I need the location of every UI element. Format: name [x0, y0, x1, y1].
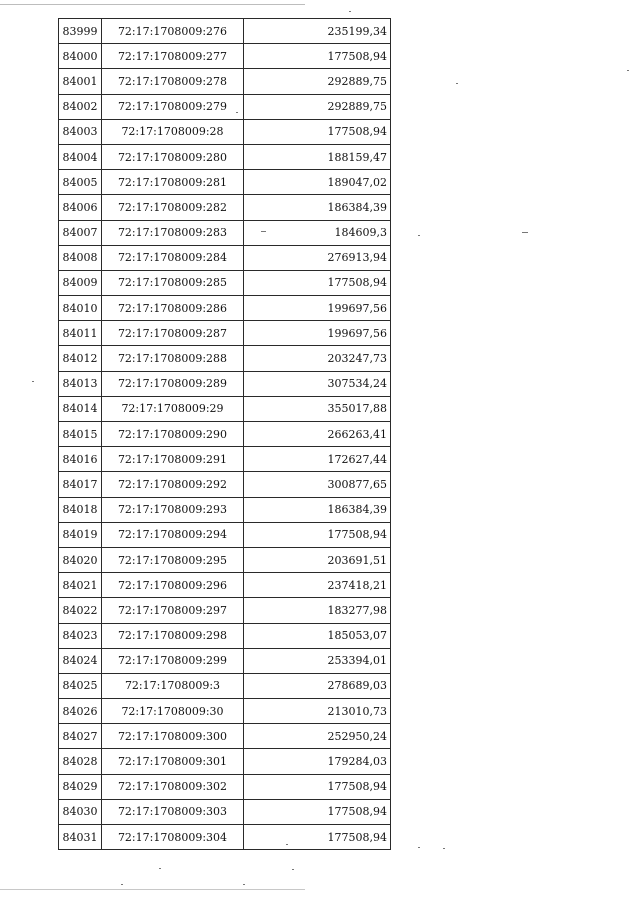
table-row — [59, 724, 391, 749]
row-number-cell: 84018 — [59, 497, 102, 522]
cadastral-number-cell: 72:17:1708009:293 — [102, 497, 244, 522]
table-row — [59, 673, 391, 698]
row-number-cell: 84005 — [59, 170, 102, 195]
row-number-cell: 84012 — [59, 346, 102, 371]
row-number-cell: 84009 — [59, 270, 102, 295]
cadastral-number-cell: 72:17:1708009:280 — [102, 144, 244, 169]
table-row — [59, 749, 391, 774]
cadastral-number-cell: 72:17:1708009:278 — [102, 69, 244, 94]
table-row — [59, 447, 391, 472]
value-cell: 203691,51 — [244, 547, 391, 572]
value-cell: 177508,94 — [244, 825, 391, 850]
value-cell: 183277,98 — [244, 598, 391, 623]
row-number-cell: 84016 — [59, 447, 102, 472]
scan-speck — [627, 70, 629, 71]
table-row — [59, 497, 391, 522]
data-table — [58, 18, 391, 850]
cadastral-number-cell: 72:17:1708009:282 — [102, 195, 244, 220]
value-cell: 177508,94 — [244, 522, 391, 547]
table-row — [59, 825, 391, 850]
row-number-cell: 84028 — [59, 749, 102, 774]
cadastral-number-cell: 72:17:1708009:302 — [102, 774, 244, 799]
row-number-cell: 83999 — [59, 19, 102, 44]
table-row — [59, 371, 391, 396]
cadastral-number-cell: 72:17:1708009:279 — [102, 94, 244, 119]
row-number-cell: 84002 — [59, 94, 102, 119]
scan-top-edge — [0, 4, 305, 5]
value-cell: 172627,44 — [244, 447, 391, 472]
scan-speck — [418, 847, 420, 848]
value-cell: 213010,73 — [244, 699, 391, 724]
table-row — [59, 119, 391, 144]
cadastral-number-cell: 72:17:1708009:303 — [102, 799, 244, 824]
scan-speck — [243, 884, 245, 885]
cadastral-number-cell: 72:17:1708009:28 — [102, 119, 244, 144]
row-number-cell: 84020 — [59, 547, 102, 572]
cadastral-number-cell: 72:17:1708009:283 — [102, 220, 244, 245]
table-row — [59, 598, 391, 623]
cadastral-number-cell: 72:17:1708009:300 — [102, 724, 244, 749]
cadastral-number-cell: 72:17:1708009:3 — [102, 673, 244, 698]
scan-speck — [121, 884, 123, 885]
value-cell: 266263,41 — [244, 422, 391, 447]
table-body — [59, 19, 391, 850]
value-cell: 307534,24 — [244, 371, 391, 396]
scan-speck — [286, 844, 288, 845]
value-cell: 253394,01 — [244, 648, 391, 673]
row-number-cell: 84025 — [59, 673, 102, 698]
row-number-cell: 84027 — [59, 724, 102, 749]
row-number-cell: 84000 — [59, 44, 102, 69]
cadastral-number-cell: 72:17:1708009:281 — [102, 170, 244, 195]
row-number-cell: 84010 — [59, 296, 102, 321]
row-number-cell: 84001 — [59, 69, 102, 94]
value-cell: 292889,75 — [244, 94, 391, 119]
scan-speck — [159, 868, 161, 869]
row-number-cell: 84013 — [59, 371, 102, 396]
cadastral-value-table — [58, 18, 390, 850]
value-cell: 199697,56 — [244, 321, 391, 346]
table-row — [59, 422, 391, 447]
value-cell: 179284,03 — [244, 749, 391, 774]
row-number-cell: 84015 — [59, 422, 102, 447]
table-row — [59, 774, 391, 799]
row-number-cell: 84008 — [59, 245, 102, 270]
scan-speck — [418, 235, 420, 236]
table-row — [59, 69, 391, 94]
table-row — [59, 648, 391, 673]
cadastral-number-cell: 72:17:1708009:277 — [102, 44, 244, 69]
table-row — [59, 170, 391, 195]
table-row — [59, 699, 391, 724]
value-cell: 184609,3 — [244, 220, 391, 245]
table-row — [59, 321, 391, 346]
value-cell: 177508,94 — [244, 799, 391, 824]
value-cell: 292889,75 — [244, 69, 391, 94]
scan-speck — [32, 381, 34, 382]
cadastral-number-cell: 72:17:1708009:284 — [102, 245, 244, 270]
cadastral-number-cell: 72:17:1708009:287 — [102, 321, 244, 346]
row-number-cell: 84024 — [59, 648, 102, 673]
row-number-cell: 84017 — [59, 472, 102, 497]
cadastral-number-cell: 72:17:1708009:304 — [102, 825, 244, 850]
value-cell: 300877,65 — [244, 472, 391, 497]
scan-speck — [261, 231, 266, 232]
table-row — [59, 623, 391, 648]
cadastral-number-cell: 72:17:1708009:30 — [102, 699, 244, 724]
value-cell: 177508,94 — [244, 119, 391, 144]
cadastral-number-cell: 72:17:1708009:288 — [102, 346, 244, 371]
cadastral-number-cell: 72:17:1708009:295 — [102, 547, 244, 572]
cadastral-number-cell: 72:17:1708009:297 — [102, 598, 244, 623]
value-cell: 252950,24 — [244, 724, 391, 749]
table-row — [59, 144, 391, 169]
table-row — [59, 44, 391, 69]
cadastral-number-cell: 72:17:1708009:292 — [102, 472, 244, 497]
table-row — [59, 296, 391, 321]
cadastral-number-cell: 72:17:1708009:298 — [102, 623, 244, 648]
value-cell: 185053,07 — [244, 623, 391, 648]
row-number-cell: 84011 — [59, 321, 102, 346]
row-number-cell: 84030 — [59, 799, 102, 824]
cadastral-number-cell: 72:17:1708009:290 — [102, 422, 244, 447]
row-number-cell: 84022 — [59, 598, 102, 623]
row-number-cell: 84023 — [59, 623, 102, 648]
table-row — [59, 19, 391, 44]
cadastral-number-cell: 72:17:1708009:286 — [102, 296, 244, 321]
row-number-cell: 84007 — [59, 220, 102, 245]
table-row — [59, 472, 391, 497]
scan-speck — [236, 112, 238, 113]
table-row — [59, 522, 391, 547]
cadastral-number-cell: 72:17:1708009:29 — [102, 396, 244, 421]
table-row — [59, 245, 391, 270]
scan-speck — [456, 83, 458, 84]
value-cell: 188159,47 — [244, 144, 391, 169]
table-row — [59, 270, 391, 295]
value-cell: 177508,94 — [244, 44, 391, 69]
value-cell: 276913,94 — [244, 245, 391, 270]
value-cell: 186384,39 — [244, 497, 391, 522]
scan-speck — [349, 11, 351, 12]
row-number-cell: 84003 — [59, 119, 102, 144]
table-row — [59, 346, 391, 371]
value-cell: 203247,73 — [244, 346, 391, 371]
cadastral-number-cell: 72:17:1708009:301 — [102, 749, 244, 774]
cadastral-number-cell: 72:17:1708009:276 — [102, 19, 244, 44]
row-number-cell: 84021 — [59, 573, 102, 598]
table-row — [59, 573, 391, 598]
scan-speck — [522, 232, 528, 233]
value-cell: 237418,21 — [244, 573, 391, 598]
cadastral-number-cell: 72:17:1708009:299 — [102, 648, 244, 673]
scan-speck — [443, 848, 445, 849]
cadastral-number-cell: 72:17:1708009:296 — [102, 573, 244, 598]
scan-speck — [292, 869, 294, 870]
table-row — [59, 547, 391, 572]
table-row — [59, 195, 391, 220]
row-number-cell: 84014 — [59, 396, 102, 421]
value-cell: 177508,94 — [244, 774, 391, 799]
scan-bottom-edge — [0, 889, 305, 890]
table-row — [59, 396, 391, 421]
value-cell: 199697,56 — [244, 296, 391, 321]
value-cell: 186384,39 — [244, 195, 391, 220]
value-cell: 235199,34 — [244, 19, 391, 44]
value-cell: 189047,02 — [244, 170, 391, 195]
value-cell: 278689,03 — [244, 673, 391, 698]
row-number-cell: 84004 — [59, 144, 102, 169]
row-number-cell: 84031 — [59, 825, 102, 850]
table-row — [59, 220, 391, 245]
cadastral-number-cell: 72:17:1708009:294 — [102, 522, 244, 547]
row-number-cell: 84029 — [59, 774, 102, 799]
row-number-cell: 84019 — [59, 522, 102, 547]
cadastral-number-cell: 72:17:1708009:289 — [102, 371, 244, 396]
value-cell: 177508,94 — [244, 270, 391, 295]
row-number-cell: 84006 — [59, 195, 102, 220]
table-row — [59, 94, 391, 119]
table-row — [59, 799, 391, 824]
cadastral-number-cell: 72:17:1708009:285 — [102, 270, 244, 295]
cadastral-number-cell: 72:17:1708009:291 — [102, 447, 244, 472]
row-number-cell: 84026 — [59, 699, 102, 724]
value-cell: 355017,88 — [244, 396, 391, 421]
